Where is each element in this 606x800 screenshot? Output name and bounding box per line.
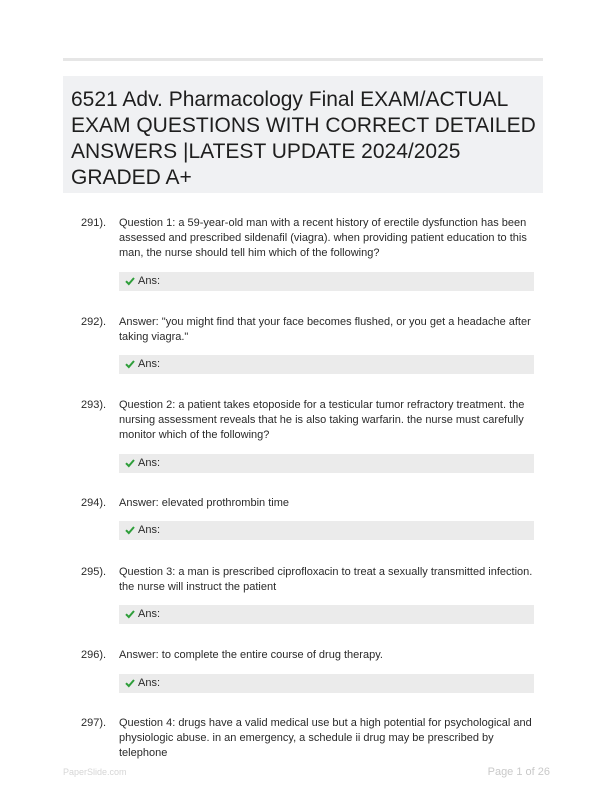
item-text: Answer: elevated prothrombin time xyxy=(119,497,289,509)
item-text: Question 4: drugs have a valid medical use but a high potential for psychological and physiologic abuse. in an emergency, a schedule ii drug may be prescribed by telephone xyxy=(119,717,532,759)
answer-label: Ans: xyxy=(138,524,161,536)
item-number: 292). xyxy=(81,316,107,328)
answer-label: Ans: xyxy=(138,275,161,287)
item-number: 297). xyxy=(81,717,107,729)
item-text: Question 3: a man is prescribed ciprofloxacin to treat a sexually transmitted infection. the nurse will instruct the patient xyxy=(119,566,533,593)
check-icon xyxy=(125,458,135,468)
answer-box[interactable] xyxy=(119,521,534,540)
answer-box[interactable] xyxy=(119,605,534,624)
answer-box[interactable] xyxy=(119,272,534,291)
item-text: Answer: "you might find that your face becomes flushed, or you get a headache after taking viagra." xyxy=(119,316,531,343)
answer-label: Ans: xyxy=(138,677,161,689)
check-icon xyxy=(125,276,135,286)
check-icon xyxy=(125,359,135,369)
answer-label: Ans: xyxy=(138,358,161,370)
answer-box[interactable] xyxy=(119,454,534,473)
check-icon xyxy=(125,609,135,619)
item-number: 291). xyxy=(81,217,107,229)
title-banner xyxy=(63,76,543,193)
footer-source: PaperSlide.com xyxy=(63,767,127,777)
answer-box[interactable] xyxy=(119,355,534,374)
answer-label: Ans: xyxy=(138,608,161,620)
top-divider xyxy=(63,58,543,61)
check-icon xyxy=(125,678,135,688)
answer-box[interactable] xyxy=(119,674,534,693)
item-number: 295). xyxy=(81,566,107,578)
item-number: 296). xyxy=(81,649,107,661)
item-text: Question 2: a patient takes etoposide for a testicular tumor refractory treatment. the nursing assessment reveals that he is also taking warfarin. the nurse must carefully monitor which of the following? xyxy=(119,399,525,441)
page-number: Page 1 of 26 xyxy=(487,766,550,778)
item-number: 294). xyxy=(81,497,107,509)
item-number: 293). xyxy=(81,399,107,411)
check-icon xyxy=(125,525,135,535)
document-title: 6521 Adv. Pharmacology Final EXAM/ACTUAL EXAM QUESTIONS WITH CORRECT DETAILED ANSWERS |LATEST UPDATE 2024/2025 GRADED A+ xyxy=(71,88,536,189)
item-text: Question 1: a 59-year-old man with a recent history of erectile dysfunction has been assessed and prescribed sildenafil (viagra). when providing patient education to this man, the nurse should tell him which of the following? xyxy=(119,217,527,259)
item-text: Answer: to complete the entire course of drug therapy. xyxy=(119,649,383,661)
answer-label: Ans: xyxy=(138,457,161,469)
